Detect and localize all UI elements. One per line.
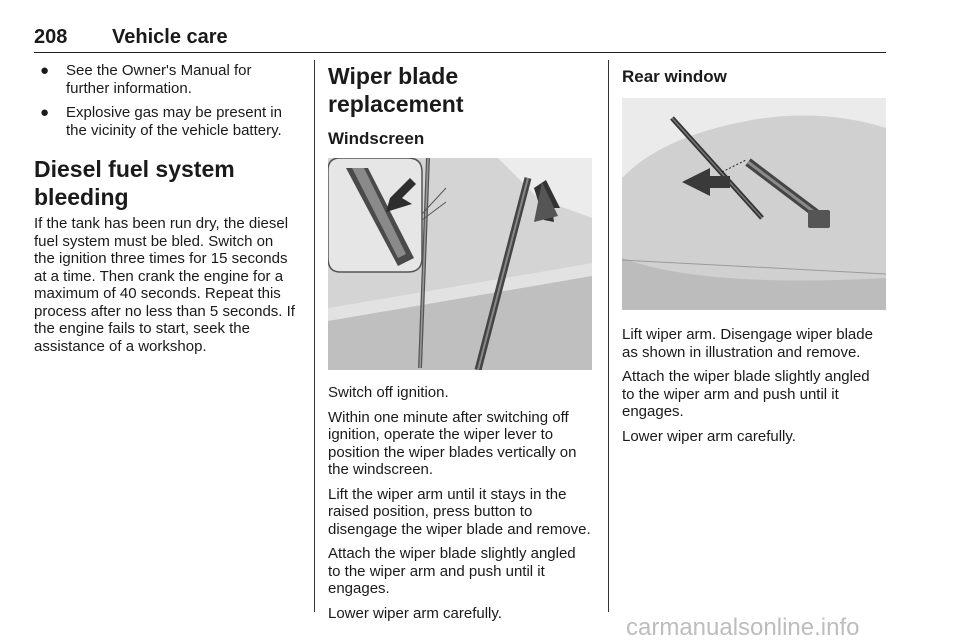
windscreen-wiper-illustration xyxy=(328,158,592,370)
column-divider xyxy=(314,60,315,612)
body-paragraph: Attach the wiper blade slightly angled to the wiper arm and push until it engages. xyxy=(328,545,576,597)
body-paragraph: Attach the wiper blade slightly angled to the wiper arm and push until it engages. xyxy=(622,368,870,420)
page-number: 208 xyxy=(34,26,68,48)
body-paragraph: Lift wiper arm. Disengage wiper blade as shown in illustration and remove. xyxy=(622,326,873,361)
subsection-heading: Windscreen xyxy=(328,129,425,148)
rear-wiper-illustration xyxy=(622,98,886,310)
body-paragraph: Switch off ignition. xyxy=(328,384,449,401)
header-rule xyxy=(34,52,886,53)
column-middle xyxy=(328,62,592,629)
body-paragraph: Lower wiper arm carefully. xyxy=(622,427,796,445)
list-item: ● Explosive gas may be present in the vicinity of the vehicle battery. xyxy=(40,104,282,139)
page-header xyxy=(34,26,886,52)
chapter-title: Vehicle care xyxy=(112,26,228,48)
subsection-heading: Rear window xyxy=(622,67,727,86)
column-divider xyxy=(608,60,609,612)
body-paragraph: If the tank has been run dry, the diesel fuel system must be bled. Switch on the ignition three times for 15 seconds at a time. Then crank the engine for a maximum of 40 seconds. Repeat this process after no less than 5 seconds. If the engine fails to start, seek the assistance of a workshop. xyxy=(34,215,295,355)
body-paragraph: Lift the wiper arm until it stays in the raised position, press button to disengage the wiper blade and remove. xyxy=(328,485,591,538)
column-right xyxy=(622,62,886,452)
body-paragraph: Within one minute after switching off ignition, operate the wiper lever to position the wiper blades vertically on the windscreen. xyxy=(328,408,577,478)
bullet-list xyxy=(34,62,298,139)
column-left xyxy=(34,62,298,362)
section-heading: Wiper blade replacement xyxy=(328,63,464,117)
bullet-text: See the Owner's Manual for further information. xyxy=(66,62,252,97)
list-item: ● See the Owner's Manual for further information. xyxy=(40,62,252,97)
body-paragraph: Lower wiper arm carefully. xyxy=(328,604,502,622)
watermark: carmanualsonline.info xyxy=(626,614,860,641)
section-heading: Diesel fuel system bleeding xyxy=(34,156,235,210)
bullet-text: Explosive gas may be present in the vicinity of the vehicle battery. xyxy=(66,104,282,139)
